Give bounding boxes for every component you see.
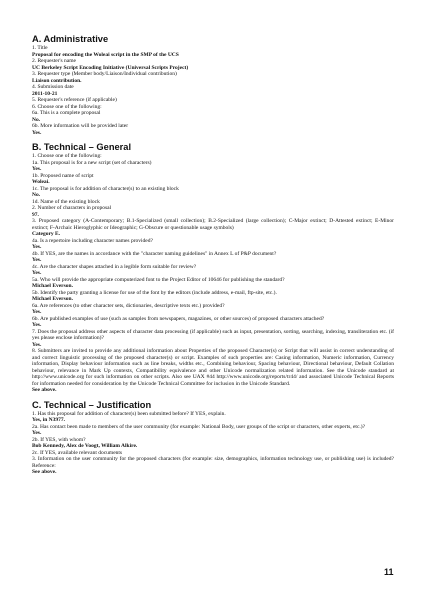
page-number: 11 bbox=[384, 567, 394, 577]
answer-line: Yes. bbox=[32, 270, 42, 276]
question-line: 2b. If YES, with whom? bbox=[32, 436, 86, 443]
answer-line: See above. bbox=[32, 469, 57, 475]
question-line: 8. Submitters are invited to provide any additional information about Properties of the proposed Character(s) or Script that will assist in correct understanding of and correct linguistic processing of the proposed character(s) or script. Examples of such properties are: Casing information, Numeric information, Currency information, Display behaviour information such as line breaks, widths etc., Combining behaviour, Spacing behaviour, Directional behaviour, Default Collation behaviour, relevance in Mark Up contexts, Compatibility equivalence and other Unicode normalization related information. See the Unicode standard at http://www.unicode.org for such information on other scripts. Also see UAX #44 http://www.unicode.org/reports/tr44/ and associated Unicode Technical Reports for information needed for consideration by the Unicode Technical Committee for inclusion in the Unicode Standard. bbox=[32, 348, 394, 387]
section-title: A. Administrative bbox=[32, 34, 109, 44]
document-page bbox=[32, 34, 394, 476]
question-line: 3. Information on the user community for the proposed characters (for example: size, demographics, information technology use, or publishing use) is included? Reference: bbox=[32, 456, 394, 469]
question-line: 5a. Who will provide the appropriate computerized font to the Project Editor of 10646 for publishing the standard? bbox=[32, 276, 285, 283]
question-line: 4. Submission date bbox=[32, 84, 74, 90]
section bbox=[32, 400, 394, 476]
question-line: 2. Requester's name bbox=[32, 58, 76, 64]
answer-line: UC Berkeley Script Encoding Initiative (Universal Scripts Project) bbox=[32, 64, 189, 71]
question-line: 3. Requester type (Member body/Liaison/Individual contribution) bbox=[32, 71, 177, 77]
answer-line: Proposal for encoding the Woleai script in the SMP of the UCS bbox=[32, 51, 179, 58]
question-line: 3. Proposed category (A-Contemporary; B.1-Specialized (small collection); B.2-Specialized (large collection); C-Major extinct; D-Attested extinct; E-Minor extinct; F-Archaic Hieroglyphic or Ideographic; G-Obscure or questionable usage symbols) bbox=[32, 218, 394, 231]
section-title: C. Technical – Justification bbox=[32, 399, 152, 410]
section bbox=[32, 34, 394, 136]
answer-line: 97. bbox=[32, 211, 39, 218]
answer-line: 2011-10-21 bbox=[32, 90, 58, 97]
question-line: 1. Choose one of the following: bbox=[32, 153, 102, 159]
question-line: 1. Has this proposal for addition of character(s) been submitted before? If YES, explain. bbox=[32, 410, 226, 417]
answer-line: No. bbox=[32, 116, 41, 123]
answer-line: Yes, in N3977. bbox=[32, 417, 66, 423]
answer-line: Yes. bbox=[32, 257, 42, 263]
question-line: 1. Title bbox=[32, 45, 48, 51]
answer-line: See above. bbox=[32, 387, 57, 393]
question-line: 1c. The proposal is for addition of character(s) to an existing block bbox=[32, 185, 179, 192]
question-line: 1a. This proposal is for a new script (set of characters) bbox=[32, 159, 152, 166]
answer-line: Michael Everson. bbox=[32, 296, 73, 302]
answer-line: Bob Kennedy, Alex de Voogt, William Alkire. bbox=[32, 443, 138, 449]
question-line: 4c. Are the character shapes attached in a legible form suitable for review? bbox=[32, 263, 197, 270]
section-title: B. Technical – General bbox=[32, 142, 132, 152]
answer-line: Category E. bbox=[32, 231, 61, 237]
question-line: 6. Choose one of the following: bbox=[32, 103, 102, 110]
question-line: 4a. Is a repertoire including character names provided? bbox=[32, 237, 153, 244]
answer-line: Yes. bbox=[32, 129, 42, 136]
answer-line: No. bbox=[32, 192, 41, 198]
question-line: 6a. Are references (to other character sets, dictionaries, descriptive texts etc.) provided? bbox=[32, 302, 225, 309]
question-line: 6b. More information will be provided later bbox=[32, 123, 129, 129]
question-line: 4b. If YES, are the names in accordance with the "character naming guidelines" in Annex L of P&P document? bbox=[32, 250, 277, 257]
question-line: 5. Requester's reference (if applicable) bbox=[32, 97, 117, 103]
answer-line: Yes. bbox=[32, 166, 42, 172]
answer-line: Yes. bbox=[32, 322, 42, 328]
question-line: 1b. Proposed name of script bbox=[32, 172, 94, 179]
answer-line: Woleai. bbox=[32, 179, 50, 185]
question-line: 6a. This is a complete proposal bbox=[32, 110, 101, 116]
question-line: 6b. Are published examples of use (such as samples from newspapers, magazines, or other sources) of proposed characters attached? bbox=[32, 315, 325, 322]
question-line: 5b. Identify the party granting a license for use of the font by the editors (include address, e-mail, ftp-site, etc.). bbox=[32, 289, 277, 296]
section bbox=[32, 142, 394, 394]
answer-line: Liaison contribution. bbox=[32, 77, 82, 84]
question-line: 2. Number of characters in proposal bbox=[32, 205, 112, 211]
question-line: 2c. If YES, available relevant documents bbox=[32, 449, 123, 456]
answer-line: Yes. bbox=[32, 309, 42, 315]
answer-line: Yes. bbox=[32, 341, 42, 348]
question-line: 2a. Has contact been made to members of the user community (for example: National Body, user groups of the script or characters, other experts, etc.)? bbox=[32, 423, 366, 430]
answer-line: Yes. bbox=[32, 244, 42, 250]
answer-line: Yes. bbox=[32, 430, 42, 436]
answer-line: Michael Everson. bbox=[32, 283, 73, 289]
question-line: 1d. Name of the existing block bbox=[32, 198, 100, 205]
question-line: 7. Does the proposal address other aspects of character data processing (if applicable) such as input, presentation, sorting, searching, indexing, transliteration etc. (if yes please enclose information)? bbox=[32, 328, 394, 341]
